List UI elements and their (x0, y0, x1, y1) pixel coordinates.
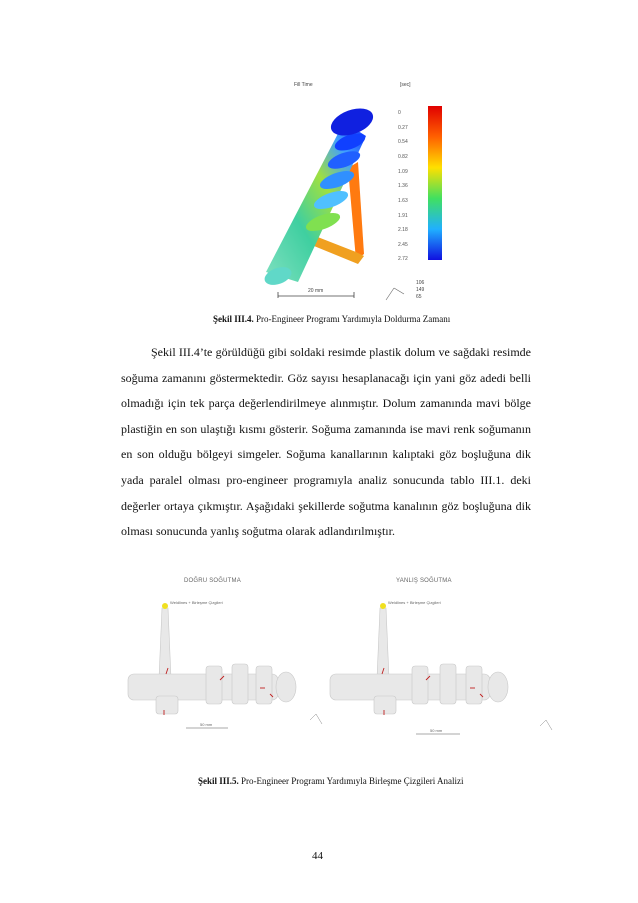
scale-bar-label: 20 mm (308, 288, 324, 294)
legend-tick: 0.82 (398, 154, 408, 160)
unit-label: [sec] (400, 82, 411, 88)
legend-tick: 2.18 (398, 227, 408, 233)
fill-time-figure (238, 76, 444, 304)
view-value: 149 (416, 287, 425, 293)
left-panel-subtitle: Weldlines + Birleşme Çizgileri (170, 600, 223, 605)
legend-tick: 2.45 (398, 242, 408, 248)
figure1-caption (213, 314, 450, 324)
view-value: 65 (416, 294, 422, 300)
right-scale-label: 50 mm (430, 728, 443, 733)
legend-tick: 1.09 (398, 169, 408, 175)
legend-tick: 1.36 (398, 183, 408, 189)
caption-label: Şekil III.4. (213, 314, 254, 324)
legend-tick: 0.27 (398, 125, 408, 131)
left-panel-title: DOĞRU SOĞUTMA (184, 578, 241, 584)
legend-tick: 0 (398, 110, 401, 116)
legend-tick: 2.72 (398, 256, 408, 262)
caption-text: Pro-Engineer Programı Yardımıyla Doldurma Zamanı (253, 314, 451, 324)
caption-text: Pro-Engineer Programı Yardımıyla Birleşme Çizgileri Analizi (238, 776, 464, 786)
right-panel-title: YANLIŞ SOĞUTMA (396, 578, 452, 584)
body-paragraph: Şekil III.4’te görüldüğü gibi soldaki resimde plastik dolum ve sağdaki resimde soğuma zamanını göstermektedir. Göz sayısı hesaplanacağı için yani göz adedi belli olmadığı için tek parça değerlendirilmeye alınmıştır. Dolum zamanında mavi bölge plastiğin en son ulaştığı kısmı gösterir. Soğuma zamanında ise mavi renk soğumanın en son olduğu bölgeyi simgeler. Soğuma kanallarının kalıptaki göz boşluğuna dik yada paralel olması pro-engineer programıyla analiz sonucunda tablo III.1. deki değerler ortaya çıkmıştır. Aşağıdaki şekillerde soğutma kanalının göz boşluğuna dik olması sonucunda yanlış soğutma olarak adlandırılmıştır. (121, 345, 531, 539)
view-value: 106 (416, 280, 425, 286)
left-scale-label: 50 mm (200, 722, 213, 727)
legend-tick: 1.91 (398, 213, 408, 219)
figure2-caption (198, 776, 463, 786)
legend-tick: 0.54 (398, 139, 408, 145)
page-number: 44 (312, 850, 323, 862)
right-panel-subtitle: Weldlines + Birleşme Çizgileri (388, 600, 441, 605)
weldline-figure (120, 570, 570, 755)
legend-tick: 1.63 (398, 198, 408, 204)
caption-label: Şekil III.5. (198, 776, 239, 786)
plot-title: Fill Time (294, 82, 313, 88)
fill-time-render (238, 76, 444, 304)
weldline-render (120, 570, 570, 755)
